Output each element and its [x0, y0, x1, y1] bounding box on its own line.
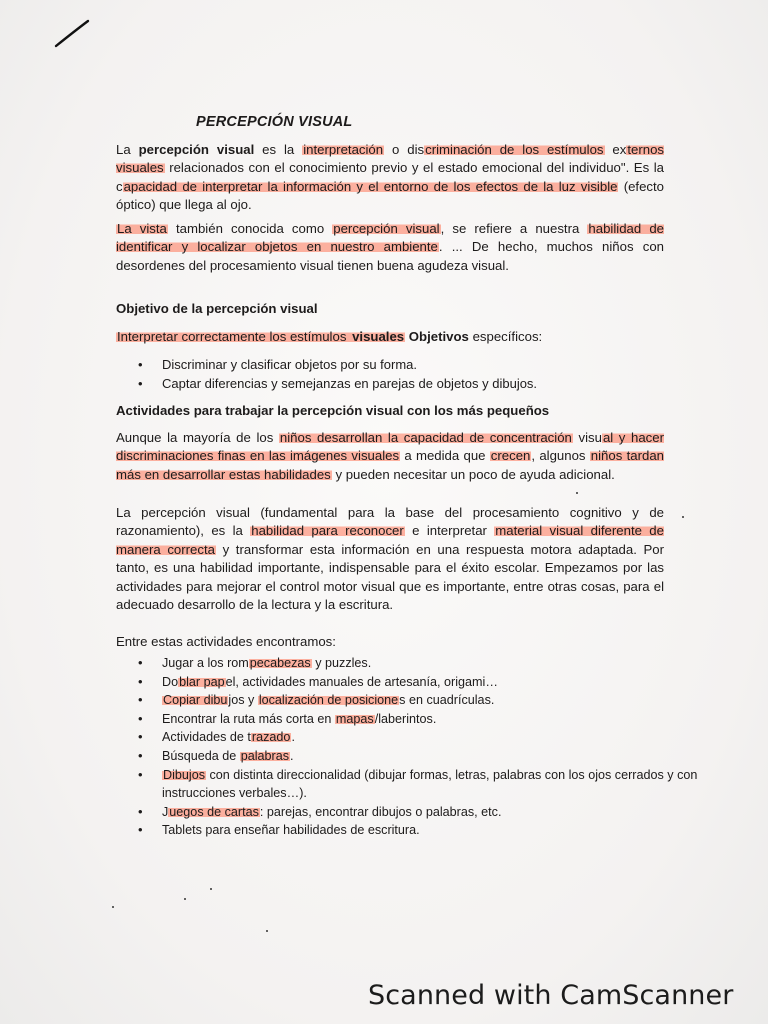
heading-actividades: Actividades para trabajar la percepción visual con los más pequeños	[116, 403, 550, 418]
paragraph-objetivos: Interpretar correctamente los estímulos visuales Objetivos específicos:	[117, 329, 543, 344]
document-title: PERCEPCIÓN VISUAL	[196, 114, 353, 130]
list-item: • Actividades de trazado.	[162, 728, 710, 747]
list-item: • Jugar a los rompecabezas y puzzles.	[162, 654, 710, 673]
paragraph-vista: La vista también conocida como percepción visual, se refiere a nuestra habilidad de identificar y localizar objetos en nuestro ambiente. ... De hecho, muchos niños con desordenes del procesamiento visual tienen buena agudeza visual.	[116, 221, 664, 273]
paragraph-fundamental: La percepción visual (fundamental para la base del procesamiento cognitivo y de razonamiento), es la habilidad para reconocer e interpretar material visual diferente de manera correcta y transformar esta información en una respuesta motora adaptada. Por tanto, es una habilidad importante, indispensable para el éxito escolar. Empezamos por las actividades para mejorar el control motor visual que es importante, entre otras cosas, para el adecuado desarrollo de la lectura y la escritura.	[116, 505, 665, 613]
list-item: • Discriminar y clasificar objetos por su forma.	[162, 355, 710, 374]
list-item: • Tablets para enseñar habilidades de escritura.	[162, 821, 710, 840]
paragraph-aunque: Aunque la mayoría de los niños desarrollan la capacidad de concentración visual y hacer discriminaciones finas en las imágenes visuales a medida que crecen, algunos niños tardan más en desarrollar estas habilidades y pueden necesitar un poco de ayuda adicional.	[116, 430, 664, 482]
objectives-list	[116, 355, 710, 393]
activities-list	[116, 654, 710, 840]
speck	[210, 888, 212, 890]
pen-mark-icon	[52, 18, 92, 50]
speck	[112, 906, 114, 908]
speck	[576, 492, 578, 494]
list-item: • Encontrar la ruta más corta en mapas/laberintos.	[162, 710, 710, 729]
list-item: • Captar diferencias y semejanzas en parejas de objetos y dibujos.	[162, 374, 710, 393]
speck	[682, 516, 684, 518]
heading-objetivo: Objetivo de la percepción visual	[116, 301, 318, 316]
list-item: • Doblar papel, actividades manuales de artesanía, origami…	[162, 673, 710, 692]
speck	[184, 898, 186, 900]
list-item: • Juegos de cartas: parejas, encontrar dibujos o palabras, etc.	[162, 803, 710, 822]
paragraph-entre: Entre estas actividades encontramos:	[116, 634, 336, 649]
speck	[266, 930, 268, 932]
list-item: • Búsqueda de palabras.	[162, 747, 710, 766]
list-item: • Copiar dibujos y localización de posiciones en cuadrículas.	[162, 691, 710, 710]
camscanner-watermark: Scanned with CamScanner	[368, 980, 734, 1011]
list-item: • Dibujos con distinta direccionalidad (dibujar formas, letras, palabras con los ojos cerrados y con instrucciones verbales…).	[162, 766, 710, 803]
paragraph-definition: La percepción visual es la interpretación o discriminación de los estímulos externos visuales relacionados con el conocimiento previo y el estado emocional del individuo". Es la capacidad de interpretar la información y el entorno de los efectos de la luz visible (efecto óptico) que llega al ojo.	[116, 142, 665, 213]
